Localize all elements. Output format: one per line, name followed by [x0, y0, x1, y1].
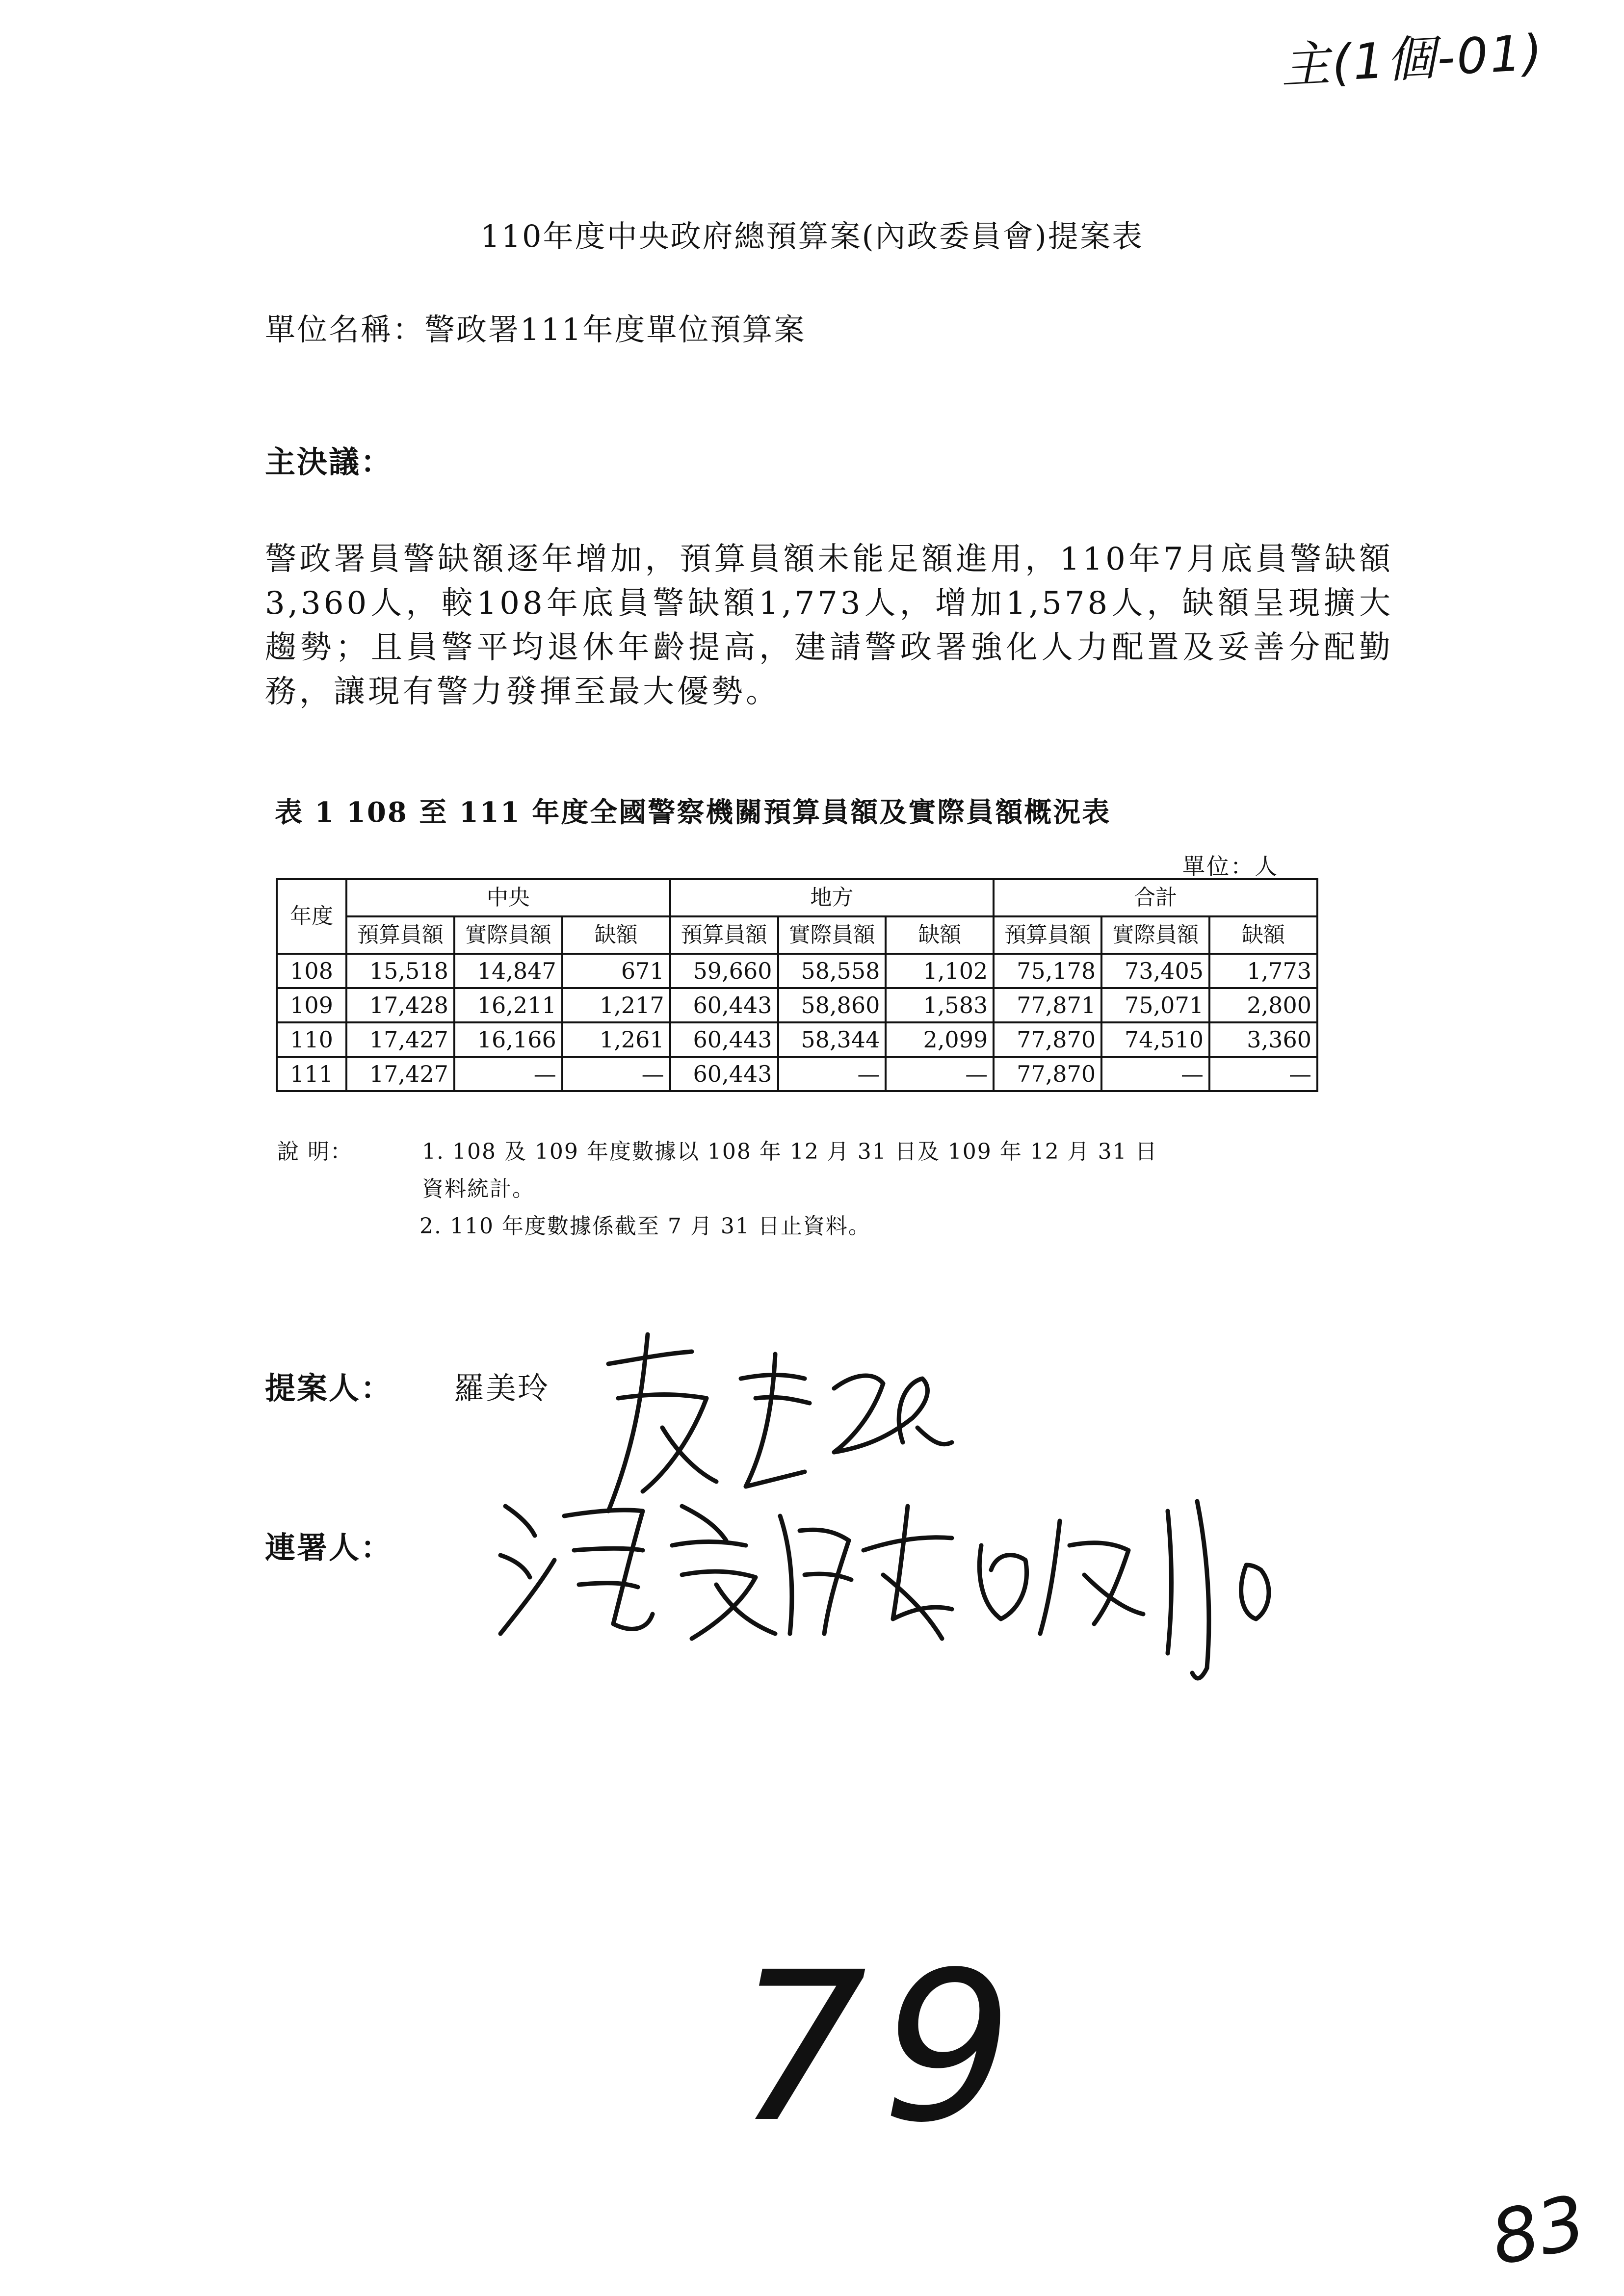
table-cell: 16,166 — [454, 1022, 562, 1057]
year-cell: 110 — [277, 1022, 346, 1057]
resolution-text: 警政署員警缺額逐年增加，預算員額未能足額進用，110年7月底員警缺額3,360人，較108年底員警缺額1,773人，增加1,578人，缺額呈現擴大趨勢；且員警平均退休年齡提高，建請警政署強化人力配置及妥善分配勤務，讓現有警力發揮至最大優勢。 — [265, 541, 1393, 710]
table-cell: 73,405 — [1101, 954, 1209, 988]
subheader-budget: 預算員額 — [346, 916, 454, 954]
subheader-actual: 實際員額 — [454, 916, 562, 954]
table-cell: 14,847 — [454, 954, 562, 988]
table-cell: — — [886, 1057, 994, 1091]
resolution-heading: 主決議： — [265, 444, 393, 480]
table-cell: — — [562, 1057, 670, 1091]
budget-table — [276, 878, 1318, 1092]
table-cell: 17,428 — [346, 988, 454, 1022]
table-caption: 表 1 108 至 111 年度全國警察機關預算員額及實際員額概況表 — [275, 796, 1111, 829]
page-number: 79 — [736, 1928, 1028, 2168]
table-cell: 17,427 — [346, 1057, 454, 1091]
proposer-name: 羅美玲 — [454, 1370, 550, 1406]
table-notes — [277, 1133, 1158, 1245]
table-cell: 60,443 — [670, 988, 778, 1022]
notes-label: 說 明： — [277, 1139, 353, 1164]
table-row — [277, 1022, 1317, 1057]
note-line-3: 2. 110 年度數據係截至 7 月 31 日止資料。 — [419, 1214, 871, 1239]
subheader-vacancy: 缺額 — [562, 916, 670, 954]
table-row — [277, 954, 1317, 988]
table-cell: 58,344 — [778, 1022, 886, 1057]
year-header: 年度 — [277, 879, 346, 954]
table-cell: 77,870 — [994, 1022, 1101, 1057]
table-cell: 1,583 — [886, 988, 994, 1022]
table-cell: 58,860 — [778, 988, 886, 1022]
table-cell: — — [454, 1057, 562, 1091]
table-cell: 60,443 — [670, 1022, 778, 1057]
page-title: 110年度中央政府總預算案(內政委員會)提案表 — [480, 218, 1144, 254]
table-cell: 75,178 — [994, 954, 1101, 988]
year-cell: 111 — [277, 1057, 346, 1091]
cosigner-signature-1 — [486, 1487, 859, 1663]
table-cell: 17,427 — [346, 1022, 454, 1057]
table-cell: 671 — [562, 954, 670, 988]
table-cell: 58,558 — [778, 954, 886, 988]
table-cell: 1,773 — [1209, 954, 1317, 988]
group-total-header: 合計 — [994, 879, 1317, 916]
group-central-header: 中央 — [346, 879, 670, 916]
table-row — [277, 1057, 1317, 1091]
table-cell: 2,099 — [886, 1022, 994, 1057]
table-cell: 77,871 — [994, 988, 1101, 1022]
subheader-actual: 實際員額 — [778, 916, 886, 954]
year-cell: 108 — [277, 954, 346, 988]
table-subheader-row — [277, 916, 1317, 954]
table-cell: 3,360 — [1209, 1022, 1317, 1057]
subheader-budget: 預算員額 — [670, 916, 778, 954]
subheader-actual: 實際員額 — [1101, 916, 1209, 954]
proposer-label: 提案人： — [265, 1370, 393, 1406]
handwritten-corner-note: 主(1個-01) — [1279, 24, 1546, 95]
unit-name: 單位名稱：警政署111年度單位預算案 — [265, 312, 806, 347]
table-cell: 60,443 — [670, 1057, 778, 1091]
table-cell: 1,261 — [562, 1022, 670, 1057]
table-cell: 16,211 — [454, 988, 562, 1022]
table-cell: 1,102 — [886, 954, 994, 988]
table-cell: — — [1209, 1057, 1317, 1091]
table-cell: 15,518 — [346, 954, 454, 988]
cosigner-label: 連署人： — [265, 1530, 393, 1565]
table-cell: 2,800 — [1209, 988, 1317, 1022]
subheader-vacancy: 缺額 — [1209, 916, 1317, 954]
subheader-vacancy: 缺額 — [886, 916, 994, 954]
table-cell: — — [778, 1057, 886, 1091]
table-row — [277, 988, 1317, 1022]
corner-page-mark: 83 — [1483, 2179, 1593, 2282]
table-cell: 74,510 — [1101, 1022, 1209, 1057]
table-header-row — [277, 879, 1317, 916]
table-cell: 75,071 — [1101, 988, 1209, 1022]
cosigner-signature-2 — [854, 1491, 1295, 1697]
table-cell: 77,870 — [994, 1057, 1101, 1091]
table-cell: 1,217 — [562, 988, 670, 1022]
table-cell: — — [1101, 1057, 1209, 1091]
note-line-1: 1. 108 及 109 年度數據以 108 年 12 月 31 日及 109 年 12 月 31 日 — [422, 1139, 1158, 1164]
group-local-header: 地方 — [670, 879, 994, 916]
note-line-2: 資料統計。 — [422, 1176, 535, 1201]
table-cell: 59,660 — [670, 954, 778, 988]
year-cell: 109 — [277, 988, 346, 1022]
table-unit: 單位：人 — [1182, 853, 1279, 880]
subheader-budget: 預算員額 — [994, 916, 1101, 954]
